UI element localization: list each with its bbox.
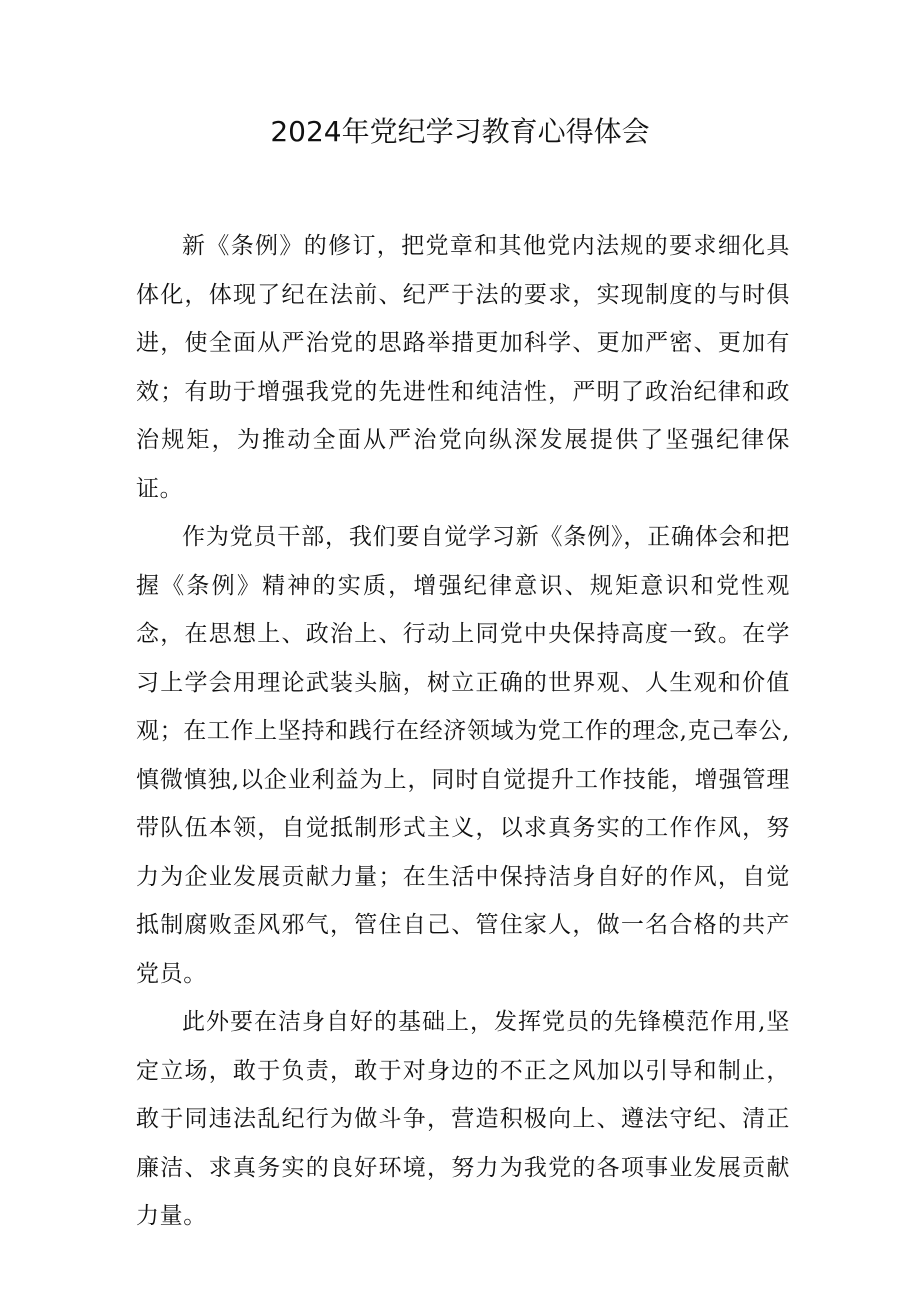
paragraph-1: 新《条例》的修订，把党章和其他党内法规的要求细化具体化，体现了纪在法前、纪严于法的要求，实现制度的与时俱进，使全面从严治党的思路举措更加科学、更加严密、更加有效；有助于增强我党的先进性和纯洁性，严明了政治纪律和政治规矩，为推动全面从严治党向纵深发展提供了坚强纪律保证。	[136, 233, 790, 502]
document-body	[136, 222, 790, 1241]
paragraph-3: 此外要在洁身自好的基础上，发挥党员的先锋模范作用,坚定立场，敢于负责，敢于对身边的不正之风加以引导和制止，敢于同违法乱纪行为做斗争，营造积极向上、遵法守纪、清正廉洁、求真务实的良好环境，努力为我党的各项事业发展贡献力量。	[136, 1009, 790, 1229]
paragraph-2: 作为党员干部，我们要自觉学习新《条例》，正确体会和把握《条例》精神的实质，增强纪律意识、规矩意识和党性观念，在思想上、政治上、行动上同党中央保持高度一致。在学习上学会用理论武装头脑，树立正确的世界观、人生观和价值观；在工作上坚持和践行在经济领域为党工作的理念,克己奉公,慎微慎独,以企业利益为上，同时自觉提升工作技能，增强管理带队伍本领，自觉抵制形式主义，以求真务实的工作作风，努力为企业发展贡献力量；在生活中保持洁身自好的作风，自觉抵制腐败歪风邪气，管住自己、管住家人，做一名合格的共产党员。	[136, 524, 790, 987]
document-title: 2024年党纪学习教育心得体会	[270, 115, 650, 148]
